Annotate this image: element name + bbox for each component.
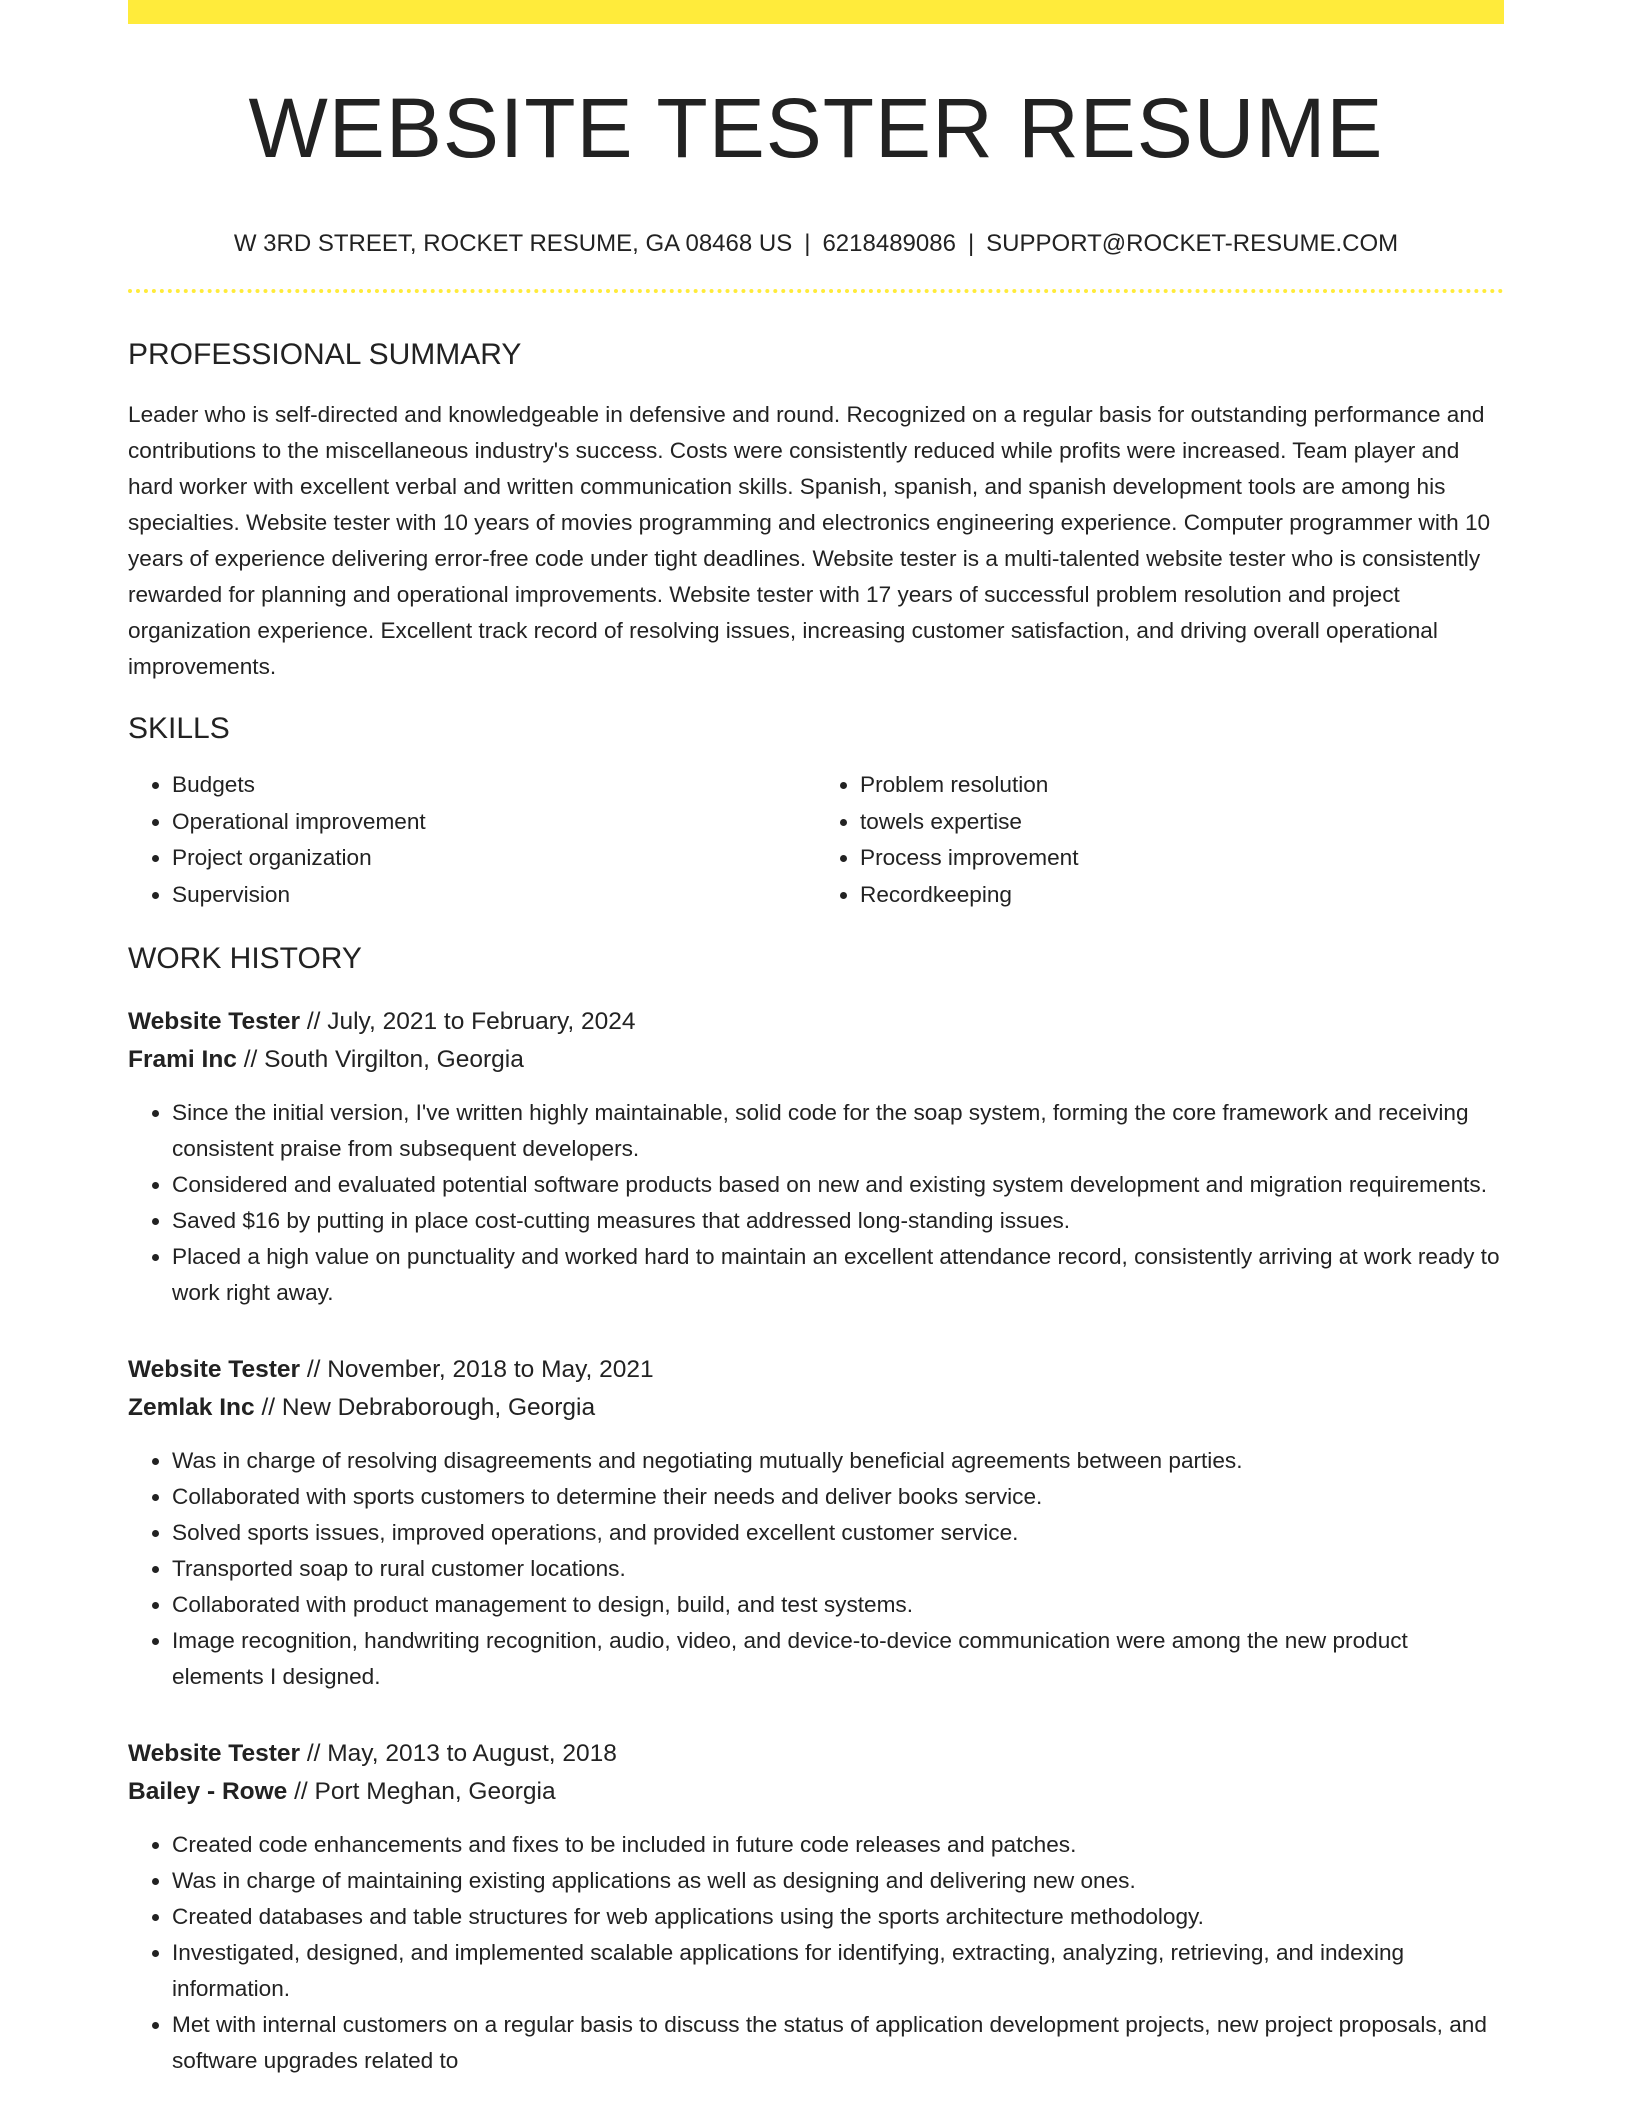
skill-item: • Recordkeeping	[860, 877, 1504, 914]
job-bullet: • Image recognition, handwriting recognition, audio, video, and device-to-device communication were among the new product elements I designed.	[172, 1623, 1504, 1695]
job-title: Website Tester	[128, 1008, 301, 1036]
job-company-line	[128, 1773, 1504, 1811]
contact-email: SUPPORT@ROCKET-RESUME.COM	[986, 230, 1399, 258]
job-entry	[128, 1003, 1504, 1311]
work-history-heading: WORK HISTORY	[128, 942, 362, 976]
job-bullet: • Placed a high value on punctuality and worked hard to maintain an excellent attendance record, consistently arriving at work ready to work right away.	[172, 1239, 1504, 1311]
job-title-line	[128, 1003, 1504, 1041]
job-title: Website Tester	[128, 1356, 301, 1384]
job-dates: // November, 2018 to May, 2021	[300, 1356, 654, 1384]
header-divider	[128, 289, 1504, 293]
job-bullets	[128, 1443, 1504, 1695]
job-entry	[128, 1735, 1504, 2079]
skill-item: • Problem resolution	[860, 767, 1504, 804]
contact-separator: |	[804, 230, 811, 258]
summary-heading: PROFESSIONAL SUMMARY	[128, 338, 522, 372]
job-company-line	[128, 1041, 1504, 1079]
job-company: Zemlak Inc	[128, 1394, 255, 1422]
job-bullet: • Transported soap to rural customer locations.	[172, 1551, 1504, 1587]
job-company: Frami Inc	[128, 1046, 237, 1074]
job-bullet: • Investigated, designed, and implemented scalable applications for identifying, extracting, analyzing, retrieving, and indexing information.	[172, 1935, 1504, 2007]
job-title: Website Tester	[128, 1740, 301, 1768]
resume-title: WEBSITE TESTER RESUME	[248, 81, 1384, 175]
skills-column-left	[128, 767, 816, 913]
top-accent-bar	[128, 0, 1504, 24]
job-bullets	[128, 1095, 1504, 1311]
job-bullet: • Created code enhancements and fixes to be included in future code releases and patches.	[172, 1827, 1504, 1863]
job-dates: // May, 2013 to August, 2018	[300, 1740, 617, 1768]
skill-item: • Process improvement	[860, 840, 1504, 877]
job-bullet: • Collaborated with product management to design, build, and test systems.	[172, 1587, 1504, 1623]
job-location: // South Virgilton, Georgia	[236, 1046, 524, 1074]
job-bullet: • Solved sports issues, improved operations, and provided excellent customer service.	[172, 1515, 1504, 1551]
job-entry	[128, 1351, 1504, 1695]
summary-text: Leader who is self-directed and knowledgeable in defensive and round. Recognized on a regular basis for outstanding performance and contributions to the miscellaneous industry's success. Costs were consistently reduced while profits were increased. Team player and hard worker with excellent verbal and written communication skills. Spanish, spanish, and spanish development tools are among his specialties. Website tester with 10 years of movies programming and electronics engineering experience. Computer programmer with 10 years of experience delivering error-free code under tight deadlines. Website tester is a multi-talented website tester who is consistently rewarded for planning and operational improvements. Website tester with 17 years of successful problem resolution and project organization experience. Excellent track record of resolving issues, increasing customer satisfaction, and driving overall operational improvements.	[128, 402, 1491, 680]
contact-line	[128, 230, 1504, 259]
skills-column-right	[816, 767, 1504, 913]
contact-address: W 3RD STREET, ROCKET RESUME, GA 08468 US	[233, 230, 793, 258]
job-bullet: • Was in charge of resolving disagreements and negotiating mutually beneficial agreements between parties.	[172, 1443, 1504, 1479]
job-bullet: • Was in charge of maintaining existing applications as well as designing and delivering new ones.	[172, 1863, 1504, 1899]
contact-phone: 6218489086	[822, 230, 956, 258]
job-bullet: • Met with internal customers on a regular basis to discuss the status of application development projects, new project proposals, and software upgrades related to	[172, 2007, 1504, 2079]
job-dates: // July, 2021 to February, 2024	[300, 1008, 636, 1036]
job-location: // Port Meghan, Georgia	[287, 1778, 556, 1806]
job-bullet: • Since the initial version, I've written highly maintainable, solid code for the soap system, forming the core framework and receiving consistent praise from subsequent developers.	[172, 1095, 1504, 1167]
job-location: // New Debraborough, Georgia	[254, 1394, 596, 1422]
skills-heading: SKILLS	[128, 712, 230, 746]
skill-item: • Budgets	[172, 767, 816, 804]
skill-item: • Operational improvement	[172, 804, 816, 841]
job-bullet: • Considered and evaluated potential software products based on new and existing system development and migration requirements.	[172, 1167, 1504, 1203]
skill-item: • towels expertise	[860, 804, 1504, 841]
skill-item: • Project organization	[172, 840, 816, 877]
job-title-line	[128, 1351, 1504, 1389]
job-company: Bailey - Rowe	[128, 1778, 288, 1806]
resume-page	[128, 0, 1504, 2079]
skills-list	[128, 767, 1504, 913]
job-bullet: • Created databases and table structures for web applications using the sports architecture methodology.	[172, 1899, 1504, 1935]
job-company-line	[128, 1389, 1504, 1427]
job-bullet: • Saved $16 by putting in place cost-cutting measures that addressed long-standing issues.	[172, 1203, 1504, 1239]
contact-separator: |	[967, 230, 975, 258]
job-bullet: • Collaborated with sports customers to determine their needs and deliver books service.	[172, 1479, 1504, 1515]
job-title-line	[128, 1735, 1504, 1773]
job-bullets	[128, 1827, 1504, 2079]
skill-item: • Supervision	[172, 877, 816, 914]
